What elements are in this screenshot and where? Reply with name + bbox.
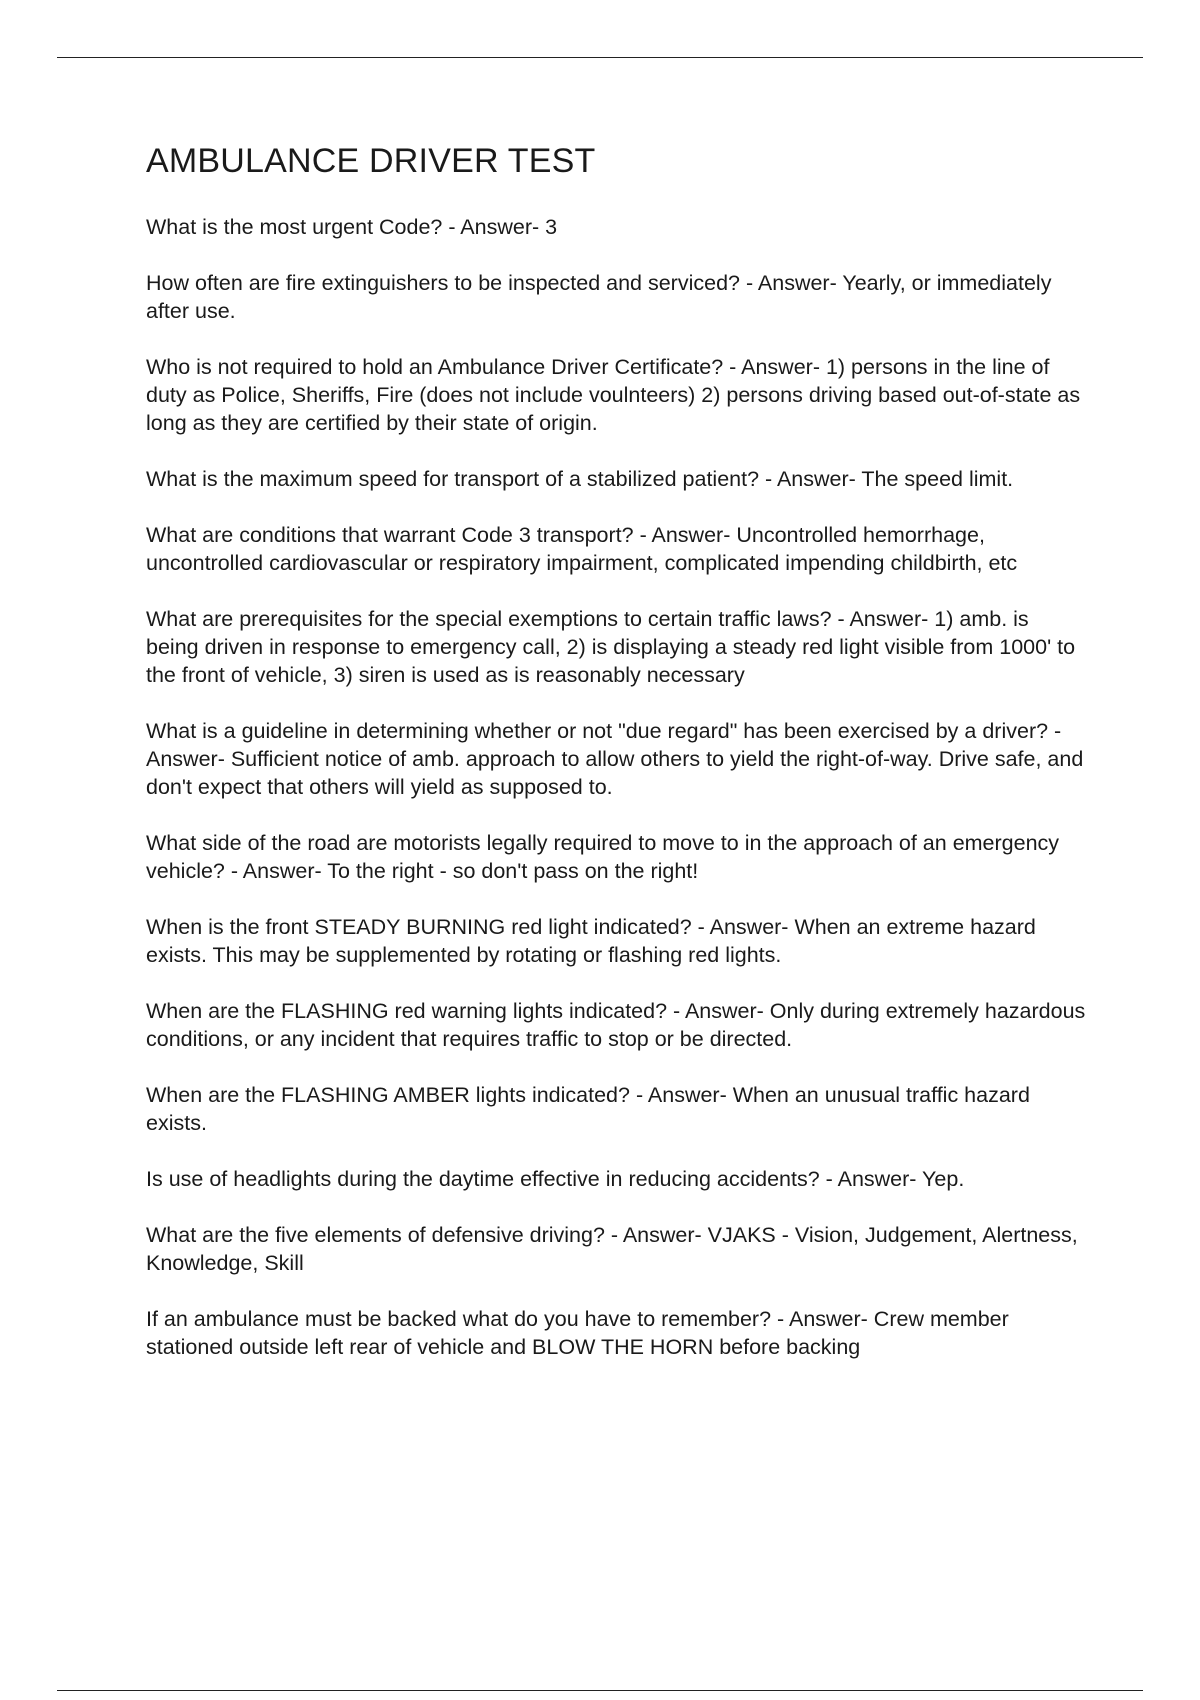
qa-item: Who is not required to hold an Ambulance Driver Certificate? - Answer- 1) persons in the line of duty as Police, Sheriffs, Fire (does not include voulnteers) 2) persons driving based out-of-state as long as they are certified by their state of origin. bbox=[146, 355, 1081, 435]
qa-item: What are prerequisites for the special exemptions to certain traffic laws? - Answer- 1) amb. is being driven in response to emergency call, 2) is displaying a steady red light visible from 1000' to the front of vehicle, 3) siren is used as is reasonably necessary bbox=[146, 607, 1076, 687]
top-divider bbox=[57, 57, 1143, 58]
qa-item: What side of the road are motorists legally required to move to in the approach of an emergency vehicle? - Answer- To the right - so don't pass on the right! bbox=[146, 831, 1060, 883]
qa-item: How often are fire extinguishers to be inspected and serviced? - Answer- Yearly, or immediately after use. bbox=[146, 271, 1052, 323]
qa-item: What are the five elements of defensive driving? - Answer- VJAKS - Vision, Judgement, Alertness, Knowledge, Skill bbox=[146, 1223, 1078, 1275]
qa-item: When is the front STEADY BURNING red light indicated? - Answer- When an extreme hazard exists. This may be supplemented by rotating or flashing red lights. bbox=[146, 915, 1036, 967]
document-body bbox=[146, 142, 1086, 1389]
bottom-divider bbox=[57, 1690, 1143, 1691]
qa-item: What are conditions that warrant Code 3 transport? - Answer- Uncontrolled hemorrhage, uncontrolled cardiovascular or respiratory impairment, complicated impending childbirth, etc bbox=[146, 523, 1018, 575]
qa-item: What is the most urgent Code? - Answer- 3 bbox=[146, 215, 558, 239]
qa-item: What is the maximum speed for transport of a stabilized patient? - Answer- The speed limit. bbox=[146, 467, 1014, 491]
qa-item: What is a guideline in determining whether or not "due regard" has been exercised by a driver? - Answer- Sufficient notice of amb. approach to allow others to yield the right-of-way. Drive safe, and don't expect that others will yield as supposed to. bbox=[146, 719, 1084, 799]
qa-item: Is use of headlights during the daytime effective in reducing accidents? - Answer- Yep. bbox=[146, 1167, 965, 1191]
qa-item: When are the FLASHING red warning lights indicated? - Answer- Only during extremely hazardous conditions, or any incident that requires traffic to stop or be directed. bbox=[146, 999, 1086, 1051]
qa-item: When are the FLASHING AMBER lights indicated? - Answer- When an unusual traffic hazard exists. bbox=[146, 1083, 1030, 1135]
qa-item: If an ambulance must be backed what do you have to remember? - Answer- Crew member stationed outside left rear of vehicle and BLOW THE HORN before backing bbox=[146, 1307, 1009, 1359]
page-title: AMBULANCE DRIVER TEST bbox=[146, 142, 596, 180]
